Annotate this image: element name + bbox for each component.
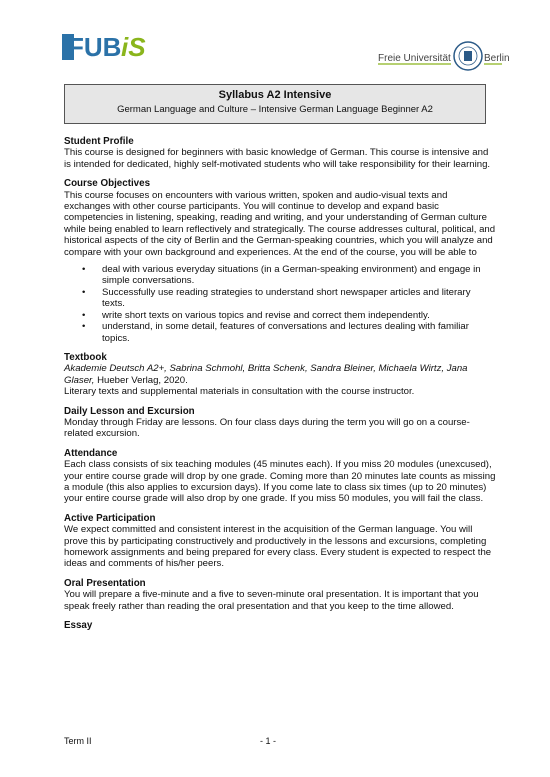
textbook-note: Literary texts and supplemental materials in consultation with the course instructor.	[64, 386, 415, 398]
section-student-profile	[64, 136, 496, 170]
section-attendance	[64, 448, 496, 505]
section-heading: Essay	[64, 620, 93, 632]
section-textbook	[64, 352, 496, 398]
textbook-publisher: Hueber Verlag, 2020.	[94, 374, 188, 386]
objectives-list	[64, 264, 496, 344]
section-body: This course is designed for beginners with basic knowledge of German. This course is intensive and is intended for dedicated, highly self-motivated students who will take responsibility for their learning.	[64, 147, 491, 170]
section-heading: Course Objectives	[64, 178, 151, 190]
document-body	[64, 136, 496, 639]
section-heading: Textbook	[64, 351, 107, 363]
list-item: • deal with various everyday situations (in a German-speaking environment) and engage in simple conversations.	[102, 264, 496, 287]
list-item: • write short texts on various topics and revise and correct them independently.	[102, 310, 496, 321]
section-course-objectives	[64, 178, 496, 344]
section-heading: Oral Presentation	[64, 577, 146, 589]
svg-text:iS: iS	[121, 32, 146, 62]
page-footer	[64, 736, 496, 746]
list-item: • understand, in some detail, features of conversations and lectures dealing with familiar topics.	[102, 321, 496, 344]
section-body: This course focuses on encounters with various written, spoken and audio-visual texts and exchanges with other course participants. You will continue to develop and expand basic competencies in listening, speaking, reading and writing, and your understanding of German culture while being enabled to learn reflectively and strategically. The course addresses cultural, political, and historical aspects of the city of Berlin and the German-speaking countries, which you will analyze and compare with your own background and experiences. At the end of the course, you will be able to	[64, 189, 496, 258]
document-subtitle: German Language and Culture – Intensive German Language Beginner A2	[117, 104, 433, 115]
freie-universitaet-logo	[378, 36, 510, 76]
section-body: We expect committed and consistent interest in the acquisition of the German language. You will prove this by participating constructively and productively in the lessons and excursions, completing homework assignments and being prepared for every class. Every student is expected to respect the ideas and comments of his/her peers.	[64, 524, 492, 570]
syllabus-title-box	[64, 84, 486, 124]
section-body: Each class consists of six teaching modules (45 minutes each). If you miss 20 modules (unexcused), your entire course grade will drop by one grade. Coming more than 20 minutes late counts as missing a module (this also applies to excursion days). If you come late to class six times (up to 20 minutes) your entire course grade will also drop by one grade. If you miss 50 modules, you will fail the class.	[64, 459, 496, 505]
footer-term: Term II	[64, 736, 92, 746]
section-essay	[64, 620, 496, 631]
section-heading: Attendance	[64, 447, 118, 459]
svg-text:Freie Universität: Freie Universität	[378, 53, 451, 64]
section-body: You will prepare a five-minute and a five to seven-minute oral presentation. It is important that you speak freely rather than reading the oral presentation and that you keep to the time allowed.	[64, 589, 479, 612]
svg-text:FUB: FUB	[68, 32, 122, 62]
list-item: • Successfully use reading strategies to understand short newspaper articles and literary texts.	[102, 287, 496, 310]
section-heading: Daily Lesson and Excursion	[64, 405, 195, 417]
document-title: Syllabus A2 Intensive	[218, 89, 332, 101]
section-oral-presentation	[64, 578, 496, 612]
section-active-participation	[64, 513, 496, 570]
fubis-logo	[62, 28, 158, 64]
section-daily-lesson	[64, 406, 496, 440]
textbook-authors: Akademie Deutsch A2+, Sabrina Schmohl, Britta Schenk, Sandra Bleiner, Michaela Wirtz, Jana Glaser,	[64, 363, 468, 386]
section-heading: Active Participation	[64, 512, 156, 524]
section-heading: Student Profile	[64, 136, 134, 147]
svg-text:Berlin: Berlin	[484, 53, 510, 64]
textbook-citation	[64, 363, 496, 386]
section-body: Monday through Friday are lessons. On four class days during the term you will go on a course-related excursion.	[64, 416, 470, 440]
page-number: - 1 -	[260, 736, 277, 746]
